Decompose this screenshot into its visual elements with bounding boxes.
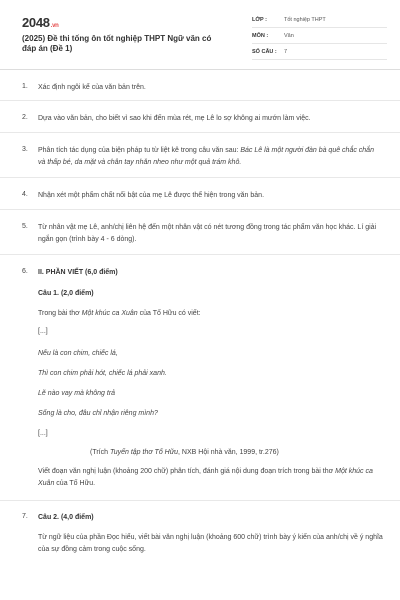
source-pre: (Trích (90, 449, 110, 456)
question-item (22, 82, 382, 94)
divider (0, 209, 400, 210)
poem-line: Sống là cho, đâu chỉ nhận riêng mình? (38, 410, 158, 417)
poem-line: Nếu là con chim, chiếc lá, (38, 350, 118, 357)
divider (0, 500, 400, 501)
ellipsis: [...] (38, 328, 48, 335)
page-title: (2025) Đề thi tống ôn tốt nghiệp THPT Ngữ văn có đáp án (Đề 1) (22, 34, 212, 54)
question-number: 1. (22, 83, 28, 90)
question-item (22, 222, 382, 247)
question-number: 4. (22, 191, 28, 198)
question-item (22, 267, 382, 279)
source-work: Tuyển tập thơ Tố Hữu (109, 449, 179, 456)
question-text: Xác định ngôi kể của văn bản trên. (38, 84, 146, 91)
meta-value[interactable]: Văn (284, 32, 294, 39)
meta-label: MÔN : (252, 32, 269, 39)
cau-title: Câu 2. (4,0 điểm) (38, 514, 94, 521)
question-item (22, 512, 382, 524)
ellipsis: [...] (38, 430, 48, 437)
divider (0, 177, 400, 178)
question-text: Nhận xét một phẩm chất nổi bật của mẹ Lê được thể hiện trong văn bản. (38, 192, 265, 199)
page-header (0, 0, 400, 70)
divider (0, 132, 400, 133)
source-citation (90, 447, 380, 459)
intro-text (38, 308, 383, 320)
task-text (38, 466, 383, 491)
question-text: Dựa vào văn bản, cho biết vì sao khi đến mùa rét, mẹ Lê lo sợ không ai mướn làm việc. (38, 115, 311, 122)
intro-post: của Tố Hữu có viết: (137, 310, 201, 317)
task-work: Một khúc ca Xuân (38, 468, 373, 488)
question-text: Từ nhân vật mẹ Lê, anh/chị liên hệ đến một nhân vật có nét tương đồng trong tác phẩm văn học khác. Lí giải ngắn gọn (trình bày 4 - 6 dòng). (38, 224, 377, 244)
question-item (22, 113, 382, 125)
poem-line: Lẽ nào vay mà không trả (38, 390, 116, 397)
question-number: 3. (22, 146, 28, 153)
meta-row-count (252, 46, 387, 60)
work-title: Một khúc ca Xuân (81, 310, 138, 317)
question-text-plain: Phân tích tác dụng của biện pháp tu từ liệt kê trong câu văn sau: (38, 147, 241, 154)
poem-line: Thì con chim phải hót, chiếc lá phải xanh. (38, 370, 167, 377)
meta-label: LỚP : (252, 16, 267, 23)
question-number: 7. (22, 513, 28, 520)
task-pre: Viết đoạn văn nghị luận (khoảng 200 chữ) phân tích, đánh giá nội dung đoạn trích trong bài thơ (38, 468, 336, 475)
question-text: Từ ngữ liệu của phần Đọc hiểu, viết bài văn nghị luận (khoảng 600 chữ) trình bày ý kiến của anh/chị về ý nghĩa của sự đồng cảm trong cuộc sống. (38, 534, 383, 554)
logo-suffix: .vn (50, 23, 59, 29)
cau-title: Câu 1. (2,0 điểm) (38, 290, 94, 297)
question-text (38, 145, 382, 170)
meta-value[interactable]: Tốt nghiệp THPT (284, 16, 326, 23)
source-post: , NXB Hội nhà văn, 1999, tr.276) (178, 449, 279, 456)
intro-pre: Trong bài thơ (38, 310, 82, 317)
question-number: 6. (22, 268, 28, 275)
meta-row-class (252, 14, 387, 28)
meta-row-subject (252, 30, 387, 44)
meta-label: SỐ CÂU : (252, 48, 277, 55)
meta-value: 7 (284, 48, 288, 55)
divider (0, 254, 400, 255)
task-post: của Tố Hữu. (54, 480, 96, 488)
section-title: II. PHẦN VIẾT (6,0 điểm) (38, 269, 118, 276)
question-item (22, 190, 382, 202)
quoted-sentence: Bác Lê là một người đàn bà quê chắc chắn và thấp bé, da mặt và chân tay nhăn nheo như một quả trám khô. (38, 147, 374, 167)
logo-text: 2048 (22, 15, 50, 30)
exam-meta (252, 14, 387, 62)
question-number: 5. (22, 223, 28, 230)
question-list (0, 70, 400, 600)
site-logo[interactable] (22, 14, 59, 32)
question-number: 2. (22, 114, 28, 121)
divider (0, 100, 400, 101)
question-item (22, 145, 382, 170)
